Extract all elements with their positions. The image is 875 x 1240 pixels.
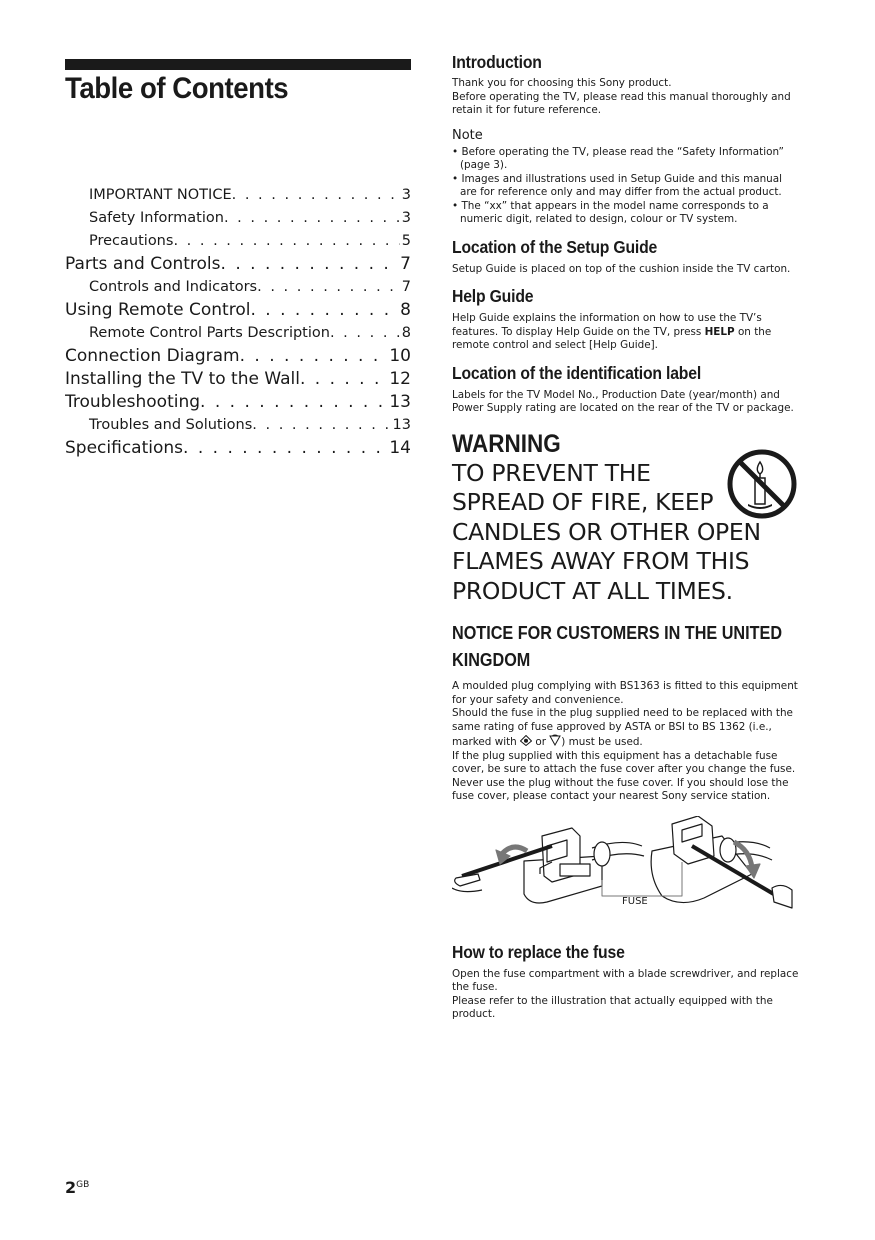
- help-guide-text: [452, 312, 802, 353]
- introduction-section: [452, 52, 802, 227]
- toc-entry-page: 7: [400, 254, 411, 274]
- toc-entry-page: 12: [389, 369, 411, 389]
- toc-entry[interactable]: [65, 368, 411, 391]
- toc-entry-page: 3: [401, 187, 411, 203]
- toc-leader-dots: [200, 391, 387, 414]
- toc-entry-page: 10: [389, 346, 411, 366]
- toc-entry[interactable]: [65, 437, 411, 460]
- toc-leader-dots: [224, 207, 400, 230]
- toc-leader-dots: [257, 276, 400, 299]
- id-label-section: [452, 363, 802, 416]
- help-guide-text-after: on the remote control and select [Help Guide].: [452, 325, 772, 351]
- toc-entry-label: Safety Information: [89, 210, 224, 226]
- toc-entry[interactable]: [65, 414, 411, 437]
- toc-leader-dots: [183, 437, 387, 460]
- note-item: • Images and illustrations used in Setup Guide and this manual are for reference only and may differ from the actual product.: [452, 173, 802, 200]
- warning-line: FLAMES AWAY FROM THIS: [452, 547, 750, 575]
- toc-entry[interactable]: [65, 345, 411, 368]
- toc-entry-label: Precautions: [89, 233, 174, 249]
- toc-entry-label: Installing the TV to the Wall: [65, 369, 300, 389]
- warning-line: CANDLES OR OTHER OPEN: [452, 517, 761, 546]
- help-guide-section: [452, 286, 802, 353]
- toc-entry-label: Connection Diagram: [65, 346, 240, 366]
- toc-entry-label: IMPORTANT NOTICE: [89, 187, 232, 203]
- page-number-suffix: GB: [76, 1180, 90, 1190]
- toc-leader-dots: [232, 184, 400, 207]
- uk-notice-section: [452, 620, 802, 924]
- replace-fuse-line: Please refer to the illustration that actually equipped with the product.: [452, 994, 773, 1020]
- right-column: [452, 52, 802, 1022]
- introduction-heading: Introduction: [452, 52, 542, 72]
- toc-entry-page: 3: [401, 210, 411, 226]
- toc-entry[interactable]: [65, 184, 411, 207]
- toc-entry-page: 13: [389, 392, 411, 412]
- note-item: • Before operating the TV, please read the “Safety Information” (page 3).: [452, 146, 802, 173]
- toc-entry-page: 8: [401, 325, 411, 341]
- asta-mark-icon: [520, 735, 532, 746]
- note-list: [452, 146, 802, 227]
- toc-entry-page: 8: [400, 300, 411, 320]
- note-item: • The “xx” that appears in the model name corresponds to a numeric digit, related to design, colour or TV system.: [452, 200, 802, 227]
- help-guide-text-before: Help Guide explains the information on how to use the TV’s features. To display Help Guide on the TV, press: [452, 312, 762, 338]
- uk-notice-paragraph: A moulded plug complying with BS1363 is fitted to this equipment for your safety and convenience.: [452, 680, 798, 706]
- fuse-replacement-illustration: [452, 816, 797, 924]
- toc-entry[interactable]: [65, 322, 411, 345]
- uk-notice-paragraph: [452, 707, 802, 750]
- fuse-label: FUSE: [622, 895, 648, 907]
- no-open-flame-icon: [726, 448, 798, 520]
- help-guide-heading: Help Guide: [452, 286, 534, 306]
- toc-title: Table of Contents: [65, 72, 289, 105]
- toc-leader-dots: [300, 368, 387, 391]
- toc-entry-label: Parts and Controls: [65, 254, 221, 274]
- toc-entry-label: Specifications: [65, 438, 184, 458]
- toc-entry-page: 13: [392, 417, 411, 433]
- toc-leader-dots: [250, 299, 398, 322]
- toc-entry-label: Troubles and Solutions: [89, 417, 253, 433]
- page-number: [65, 1178, 89, 1197]
- uk-notice-text: or: [532, 736, 550, 748]
- toc-entry-page: 14: [389, 438, 411, 458]
- title-rule: [65, 59, 411, 70]
- uk-notice-heading: NOTICE FOR CUSTOMERS IN THE UNITED KINGDOM: [452, 623, 783, 670]
- toc-leader-dots: [173, 230, 399, 253]
- uk-notice-text: ) must be used.: [561, 736, 643, 748]
- toc-entry[interactable]: [65, 207, 411, 230]
- help-key-label: HELP: [704, 325, 735, 338]
- replace-fuse-heading: How to replace the fuse: [452, 941, 625, 962]
- note-heading: Note: [452, 127, 483, 143]
- intro-line: Thank you for choosing this Sony product.: [452, 77, 672, 89]
- intro-line: Before operating the TV, please read this manual thoroughly and retain it for future reference.: [452, 90, 791, 116]
- toc-entry[interactable]: [65, 253, 411, 276]
- table-of-contents: [65, 184, 411, 460]
- page-number-value: 2: [65, 1178, 77, 1197]
- toc-entry[interactable]: [65, 276, 411, 299]
- setup-guide-heading: Location of the Setup Guide: [452, 236, 658, 257]
- toc-entry[interactable]: [65, 230, 411, 253]
- toc-entry-label: Remote Control Parts Description: [89, 325, 330, 341]
- bsi-kitemark-icon: [549, 734, 561, 746]
- setup-guide-text: Setup Guide is placed on top of the cushion inside the TV carton.: [452, 262, 791, 275]
- uk-notice-text: Should the fuse in the plug supplied need to be replaced with the same rating of fuse approved by ASTA or BSI to BS 1362 (i.e., marked with: [452, 707, 793, 748]
- toc-entry-label: Controls and Indicators: [89, 279, 258, 295]
- toc-entry-page: 5: [401, 233, 411, 249]
- toc-leader-dots: [252, 414, 390, 437]
- warning-line: SPREAD OF FIRE, KEEP: [452, 488, 714, 516]
- replace-fuse-section: [452, 942, 802, 1022]
- toc-leader-dots: [221, 253, 399, 276]
- setup-guide-section: [452, 237, 802, 277]
- warning-heading: WARNING: [452, 429, 561, 458]
- warning-line: TO PREVENT THE: [452, 458, 651, 487]
- replace-fuse-line: Open the fuse compartment with a blade screwdriver, and replace the fuse.: [452, 967, 799, 993]
- toc-entry-label: Using Remote Control: [65, 300, 251, 320]
- toc-leader-dots: [330, 322, 400, 345]
- toc-entry-label: Troubleshooting: [65, 392, 201, 412]
- id-label-heading: Location of the identification label: [452, 362, 702, 383]
- toc-entry[interactable]: [65, 299, 411, 322]
- id-label-text: Labels for the TV Model No., Production Date (year/month) and Power Supply rating are located on the rear of the TV or package.: [452, 388, 794, 414]
- warning-line: PRODUCT AT ALL TIMES.: [452, 576, 733, 605]
- warning-section: [452, 430, 802, 607]
- uk-notice-paragraph: If the plug supplied with this equipment has a detachable fuse cover, be sure to attach the fuse cover after you change the fuse. Never use the plug without the fuse cover. If you should lose the fuse cover, please contact your nearest Sony service station.: [452, 749, 796, 802]
- toc-leader-dots: [240, 345, 388, 368]
- toc-entry-page: 7: [401, 279, 411, 295]
- toc-entry[interactable]: [65, 391, 411, 414]
